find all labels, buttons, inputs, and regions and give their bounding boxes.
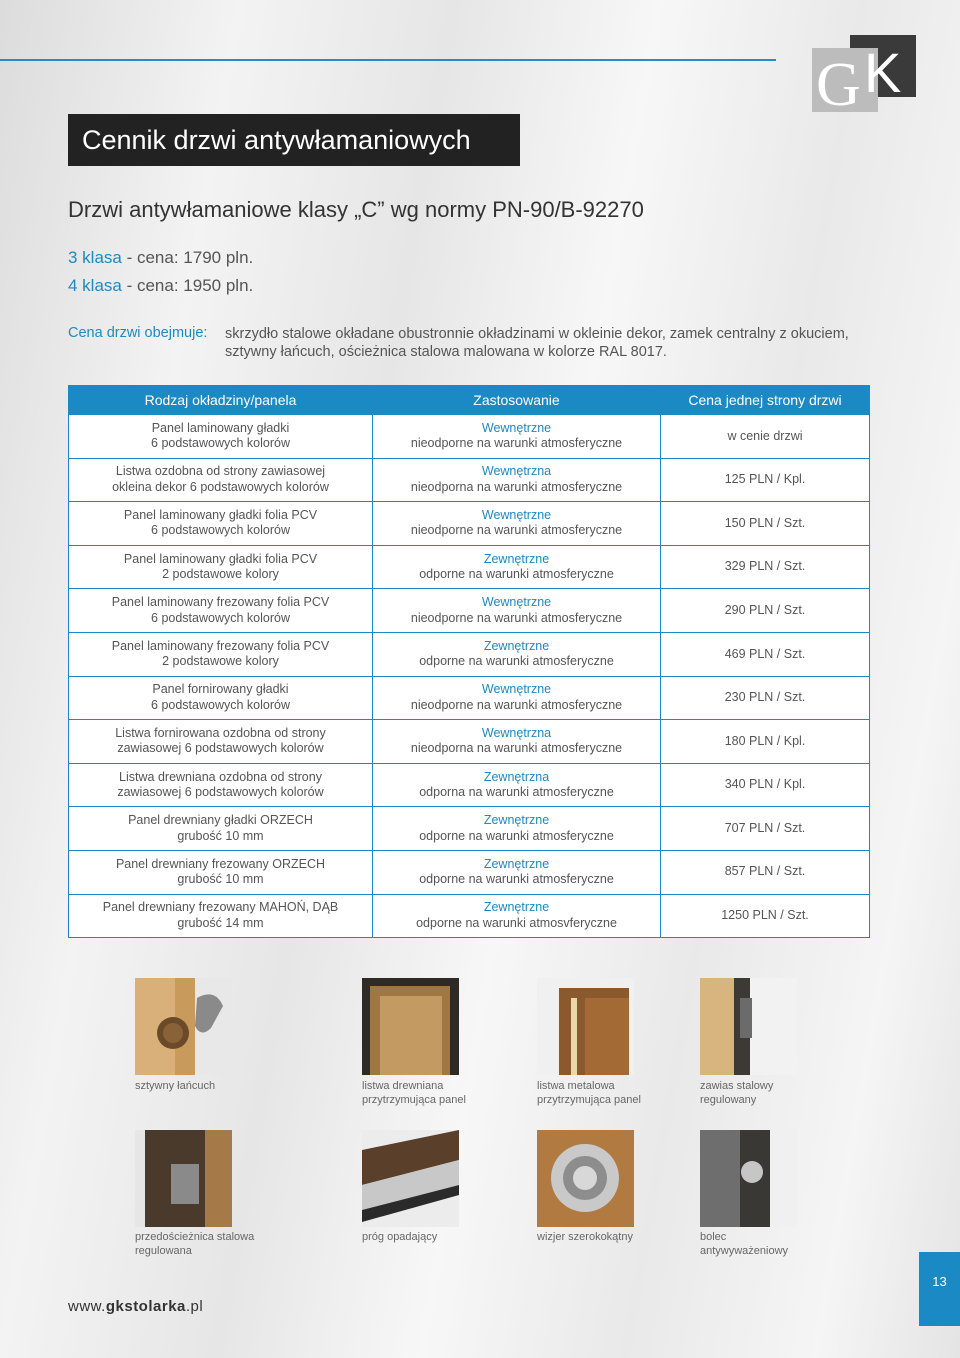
table-header-row <box>69 386 870 415</box>
table-row <box>69 720 870 764</box>
class-price: - cena: 1790 pln. <box>121 248 254 267</box>
usage-line: Wewnętrzne <box>481 682 552 697</box>
caption-frame: przedościeżnica stalowa regulowana <box>135 1231 255 1257</box>
usage-cell <box>373 763 661 807</box>
usage-cell <box>373 632 661 676</box>
usage-cell <box>373 502 661 546</box>
table-row <box>69 894 870 938</box>
usage-cell <box>373 545 661 589</box>
usage-cell <box>373 720 661 764</box>
caption-chain: sztywny łańcuch <box>135 1080 216 1092</box>
price-cell: 1250 PLN / Szt. <box>661 894 870 938</box>
panel-type-line: okleina dekor 6 podstawowych kolorów <box>112 479 329 494</box>
usage-line: odporne na warunki atmosferyczne <box>419 872 614 887</box>
price-cell: 150 PLN / Szt. <box>661 502 870 546</box>
usage-line: Wewnętrzne <box>481 595 552 610</box>
table-row <box>69 632 870 676</box>
panel-type-line: Panel laminowany frezowany folia PCV <box>111 638 330 653</box>
price-cell: 707 PLN / Szt. <box>661 807 870 851</box>
usage-line: odporne na warunki atmosferyczne <box>419 654 614 669</box>
usage-cell <box>373 850 661 894</box>
panel-type-line: Panel laminowany frezowany folia PCV <box>111 595 330 610</box>
panel-type-cell <box>69 850 373 894</box>
panel-type-line: Panel drewniany gładki ORZECH <box>128 813 313 828</box>
panel-type-cell <box>69 720 373 764</box>
includes-label: Cena drzwi obejmuje: <box>68 325 208 341</box>
price-cell: 290 PLN / Szt. <box>661 589 870 633</box>
price-table <box>68 385 870 938</box>
page-title: Cennik drzwi antywłamaniowych <box>68 114 520 166</box>
usage-cell <box>373 458 661 502</box>
usage-line: odporne na warunki atmosvferyczne <box>416 915 617 930</box>
metal-strip-photo <box>537 978 634 1075</box>
url-name: gkstolarka <box>105 1298 186 1315</box>
price-cell: 469 PLN / Szt. <box>661 632 870 676</box>
panel-type-line: grubość 10 mm <box>177 872 264 887</box>
door-class-subtitle: Drzwi antywłamaniowe klasy „C” wg normy PN-90/B-92270 <box>68 197 644 222</box>
usage-line: Wewnętrzna <box>481 725 552 740</box>
usage-line: Zewnętrzne <box>483 813 550 828</box>
usage-line: nieodporna na warunki atmosferyczne <box>410 741 623 756</box>
drop-threshold-photo <box>362 1130 459 1227</box>
panel-type-line: 6 podstawowych kolorów <box>151 697 290 712</box>
class-label: 4 klasa <box>68 276 122 295</box>
panel-type-cell <box>69 632 373 676</box>
price-cell: 125 PLN / Kpl. <box>661 458 870 502</box>
panel-type-line: Panel laminowany gładki folia PCV <box>123 551 318 566</box>
usage-cell <box>373 894 661 938</box>
panel-type-line: grubość 14 mm <box>177 915 264 930</box>
table-row <box>69 502 870 546</box>
usage-line: odporna na warunki atmosferyczne <box>419 785 614 800</box>
panel-type-cell <box>69 545 373 589</box>
price-cell: 329 PLN / Szt. <box>661 545 870 589</box>
usage-line: nieodporne na warunki atmosferyczne <box>410 523 623 538</box>
svg-text:K: K <box>864 41 902 104</box>
panel-type-cell <box>69 763 373 807</box>
class-price: - cena: 1950 pln. <box>121 276 254 295</box>
usage-line: Zewnętrzne <box>483 551 550 566</box>
usage-line: Zewnętrzne <box>483 900 550 915</box>
panel-type-line: Listwa fornirowana ozdobna od strony <box>115 725 326 740</box>
caption-metal-strip: listwa metalowa przytrzymująca panel <box>537 1080 641 1106</box>
panel-type-cell <box>69 807 373 851</box>
chain-photo <box>135 978 232 1075</box>
usage-cell <box>373 589 661 633</box>
panel-type-line: Listwa drewniana ozdobna od strony <box>119 769 322 784</box>
price-cell: 230 PLN / Szt. <box>661 676 870 720</box>
caption-wooden-strip: listwa drewniana przytrzymująca panel <box>362 1080 466 1106</box>
usage-cell <box>373 807 661 851</box>
class-label: 3 klasa <box>68 248 122 267</box>
panel-type-line: 6 podstawowych kolorów <box>151 436 290 451</box>
panel-type-line: 2 podstawowe kolory <box>162 654 279 669</box>
usage-line: Wewnętrzne <box>481 420 552 435</box>
panel-type-line: Panel fornirowany gładki <box>152 682 289 697</box>
usage-line: Zewnętrzne <box>483 856 550 871</box>
page-number: 13 <box>919 1252 960 1326</box>
usage-line: Zewnętrzne <box>483 638 550 653</box>
price-class-4 <box>68 276 253 296</box>
header-cell-price: Cena jednej strony drzwi <box>661 386 870 415</box>
panel-type-line: zawiasowej 6 podstawowych kolorów <box>117 741 324 756</box>
panel-type-cell <box>69 676 373 720</box>
price-class-3 <box>68 248 253 268</box>
panel-type-cell <box>69 415 373 459</box>
panel-type-line: 2 podstawowe kolory <box>162 567 279 582</box>
frame-photo <box>135 1130 232 1227</box>
panel-type-line: Panel laminowany gładki <box>151 420 290 435</box>
table-row <box>69 676 870 720</box>
header-cell-type: Rodzaj okładziny/panela <box>69 386 373 415</box>
panel-type-cell <box>69 589 373 633</box>
website-link[interactable] <box>68 1298 203 1315</box>
caption-bolt: bolec antywyważeniowy <box>700 1231 789 1257</box>
caption-peephole: wizjer szerokokątny <box>537 1231 633 1243</box>
usage-line: nieodporne na warunki atmosferyczne <box>410 610 623 625</box>
caption-hinge: zawias stalowy regulowany <box>700 1080 774 1106</box>
usage-line: Wewnętrzne <box>481 507 552 522</box>
table-row <box>69 589 870 633</box>
table-row <box>69 415 870 459</box>
usage-line: odporne na warunki atmosferyczne <box>419 567 614 582</box>
table-row <box>69 458 870 502</box>
panel-type-line: Panel laminowany gładki folia PCV <box>123 507 318 522</box>
panel-type-line: 6 podstawowych kolorów <box>151 610 290 625</box>
table-row <box>69 807 870 851</box>
url-suffix: .pl <box>185 1298 204 1315</box>
panel-type-cell <box>69 894 373 938</box>
url-prefix: www. <box>68 1298 106 1315</box>
includes-text: skrzydło stalowe okładane obustronnie okładzinami w okleinie dekor, zamek centralny z okuciem, sztywny łańcuch, ościeżnica stalowa malowana w kolorze RAL 8017. <box>225 326 849 360</box>
price-cell: 857 PLN / Szt. <box>661 850 870 894</box>
peephole-photo <box>537 1130 634 1227</box>
usage-line: odporne na warunki atmosferyczne <box>419 828 614 843</box>
svg-text:G: G <box>816 51 861 112</box>
price-cell: 340 PLN / Kpl. <box>661 763 870 807</box>
header-cell-use: Zastosowanie <box>373 386 661 415</box>
panel-type-cell <box>69 458 373 502</box>
panel-type-line: Panel drewniany frezowany ORZECH <box>115 856 326 871</box>
wooden-strip-photo <box>362 978 459 1075</box>
usage-cell <box>373 415 661 459</box>
usage-line: nieodporne na warunki atmosferyczne <box>410 697 623 712</box>
table-row <box>69 850 870 894</box>
caption-drop-threshold: próg opadający <box>362 1231 438 1243</box>
panel-type-line: Panel drewniany frezowany MAHOŃ, DĄB <box>102 900 339 915</box>
panel-type-cell <box>69 502 373 546</box>
hinge-photo <box>700 978 797 1075</box>
usage-line: nieodporne na warunki atmosferyczne <box>410 436 623 451</box>
usage-line: nieodporna na warunki atmosferyczne <box>410 479 623 494</box>
panel-type-line: 6 podstawowych kolorów <box>151 523 290 538</box>
table-row <box>69 763 870 807</box>
panel-type-line: grubość 10 mm <box>177 828 264 843</box>
usage-line: Zewnętrzna <box>483 769 550 784</box>
panel-type-line: Listwa ozdobna od strony zawiasowej <box>115 464 326 479</box>
gk-logo <box>812 35 916 112</box>
table-row <box>69 545 870 589</box>
price-cell: w cenie drzwi <box>661 415 870 459</box>
usage-cell <box>373 676 661 720</box>
usage-line: Wewnętrzna <box>481 464 552 479</box>
bolt-photo <box>700 1130 797 1227</box>
top-rule <box>0 59 776 61</box>
panel-type-line: zawiasowej 6 podstawowych kolorów <box>117 785 324 800</box>
price-cell: 180 PLN / Kpl. <box>661 720 870 764</box>
